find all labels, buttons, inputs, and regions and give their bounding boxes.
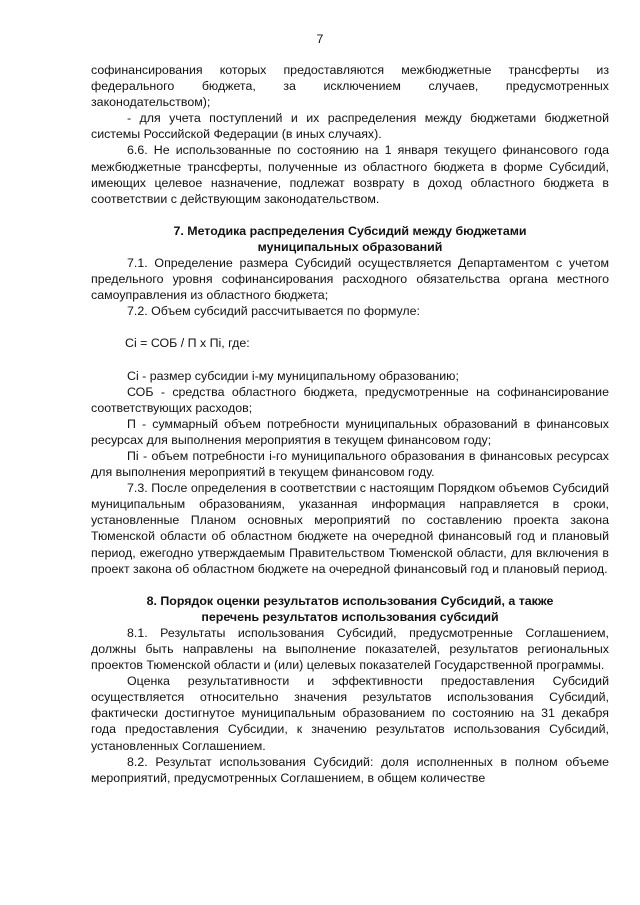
definition-ci: Ci - размер субсидии i-му муниципальному образованию;: [127, 368, 459, 383]
document-body: [91, 62, 609, 786]
paragraph-7-2: 7.2. Объем субсидий рассчитывается по формуле:: [127, 304, 420, 319]
paragraph-8-2: 8.2. Результат использования Субсидий: доля исполненных в полном объеме мероприятий, предусмотренных Соглашением, в общем количестве: [91, 754, 609, 785]
page-number: 7: [316, 32, 324, 46]
paragraph-list-item: - для учета поступлений и их распределения между бюджетами бюджетной системы Российской Федерации (в иных случаях).: [91, 111, 609, 142]
section-7-heading-line1: 7. Методика распределения Субсидий между бюджетами: [173, 223, 527, 238]
section-8-heading: [91, 593, 609, 625]
paragraph-8-evaluation: Оценка результативности и эффективности предоставления Субсидий осуществляется относительно значения результатов использования Субсидий, фактически достигнутое муниципальным образованием по состоянию на 31 декабря года предоставления Субсидии, к значению результатов использования Субсидий, установленных Соглашением.: [91, 674, 609, 753]
paragraph-6-6: 6.6. Не использованные по состоянию на 1 января текущего финансового года межбюджетные трансферты, полученные из областного бюджета в форме Субсидий, имеющих целевое назначение, подлежат возврату в доход областного бюджета в соответствии с действующим законодательством.: [91, 143, 609, 206]
paragraph-8-1: 8.1. Результаты использования Субсидий, предусмотренные Соглашением, должны быть направлены на выполнение показателей, результатов региональных проектов Тюменской области и (или) целевых показателей Государственной программы.: [91, 625, 609, 673]
definition-sob: СОБ - средства областного бюджета, предусмотренные на софинансирование соответствующих расходов;: [91, 384, 609, 415]
formula: Ci = СОБ / П x Пi, где:: [125, 336, 250, 351]
section-7-heading-line2: муниципальных образований: [257, 239, 443, 254]
paragraph-continuation: софинансирования которых предоставляются межбюджетные трансферты из федерального бюджета, за исключением случаев, предусмотренных законодательством);: [91, 63, 609, 110]
paragraph-7-3: 7.3. После определения в соответствии с настоящим Порядком объемов Субсидий муниципальным образованиям, указанная информация направляется в сроки, установленные Планом основных мероприятий по составлению проекта закона Тюменской области об областном бюджете на очередной финансовый год и плановый период, ежегодно утверждаемым Правительством Тюменской области, для включения в проект закона об областном бюджете на очередной финансовый год и плановый период.: [91, 481, 609, 576]
section-7-heading: [91, 223, 609, 255]
section-8-heading-line2: перечень результатов использования субсидий: [201, 609, 499, 624]
definition-p: П - суммарный объем потребности муниципальных образований в финансовых ресурсах для выполнения мероприятия в текущем финансовом году;: [91, 416, 609, 447]
section-8-heading-line1: 8. Порядок оценки результатов использования Субсидий, а также: [146, 593, 554, 608]
definition-pi: Пi - объем потребности i-го муниципального образования в финансовых ресурсах для выполнения мероприятий в текущем финансовом году.: [91, 448, 609, 480]
paragraph-7-1: 7.1. Определение размера Субсидий осуществляется Департаментом с учетом предельного уровня софинансирования расходного обязательства органа местного самоуправления из областного бюджета;: [91, 256, 609, 303]
